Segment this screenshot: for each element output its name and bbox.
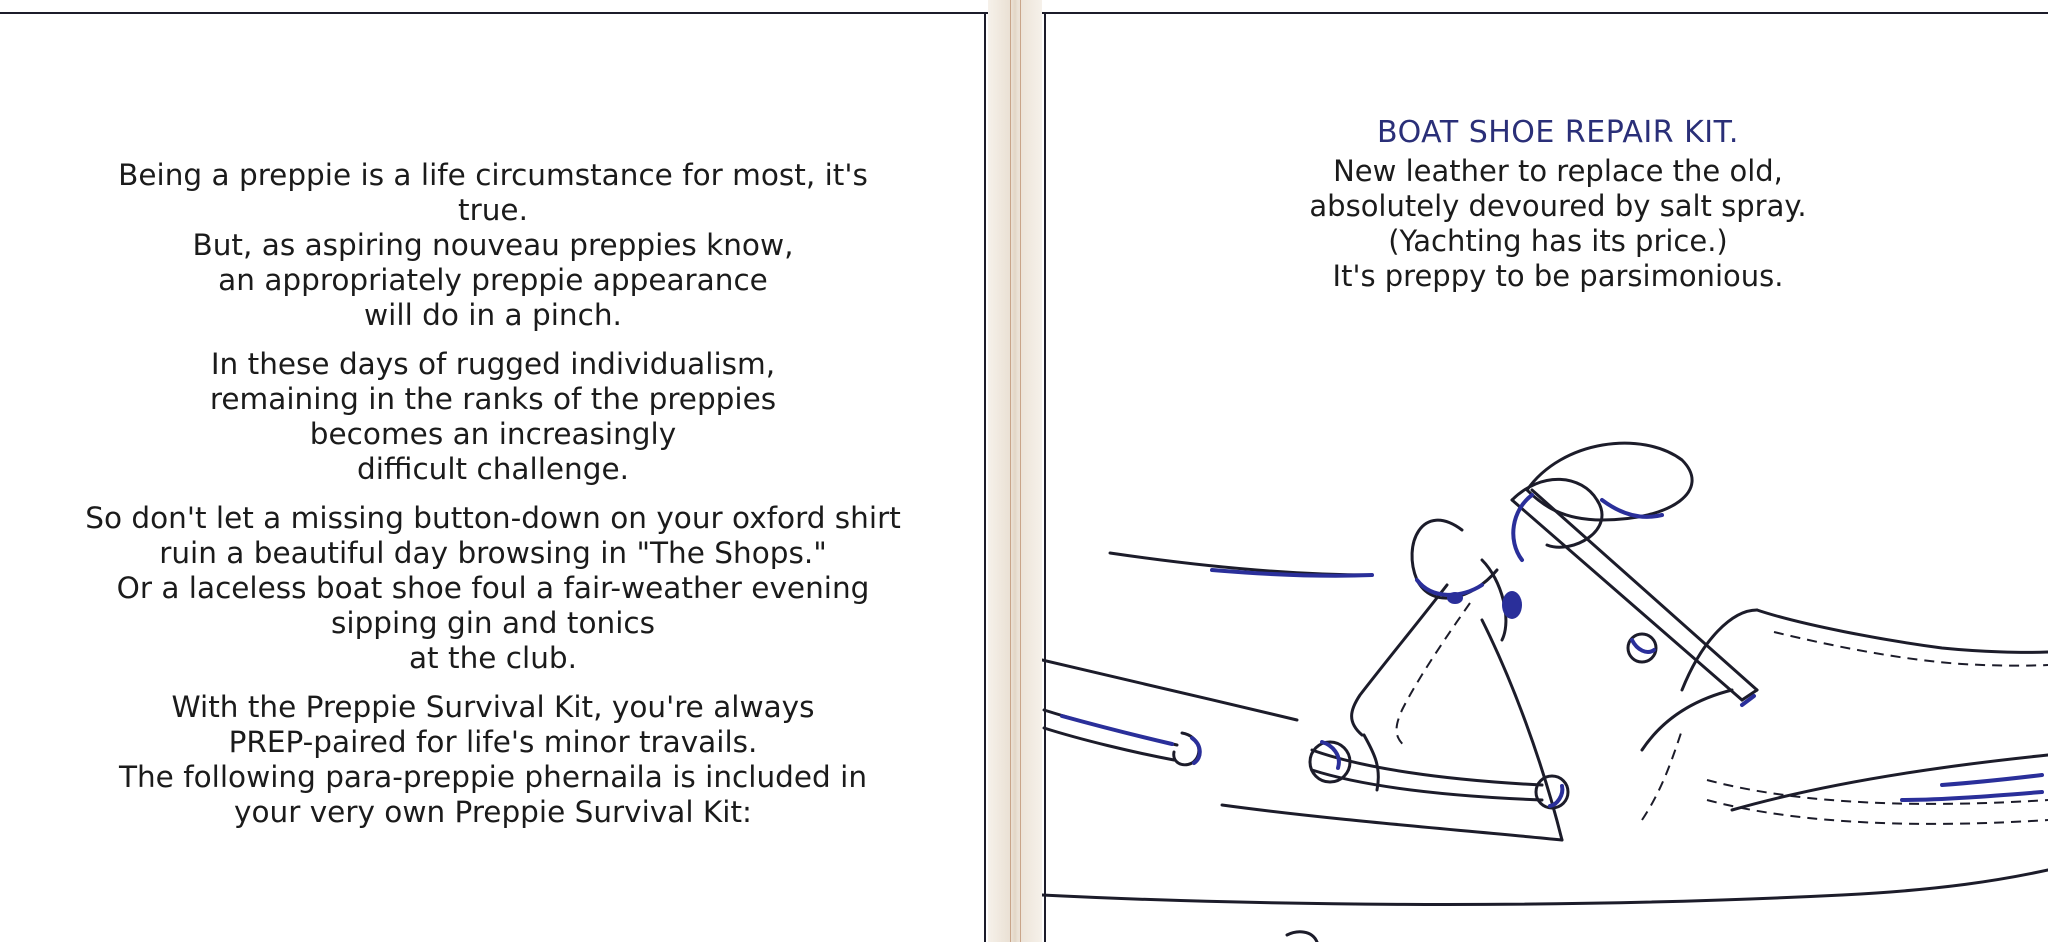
welt-accent-lower	[1902, 792, 2042, 800]
toe-stitching-upper	[1774, 632, 2048, 666]
welt-accent	[1942, 775, 2042, 785]
sole-top-line	[1042, 870, 2048, 904]
kit-line: absolutely devoured by salt spray.	[1309, 189, 1807, 223]
sole-lace-stub	[1287, 932, 1317, 942]
toe-stitching-lower	[1707, 780, 2048, 804]
kit-line: It's preppy to be parsimonious.	[1332, 259, 1784, 293]
text-line: becomes an increasingly	[309, 417, 677, 451]
text-line: So don't let a missing button-down on your oxford shirt	[85, 501, 901, 535]
gutter-rule-right	[1020, 0, 1021, 942]
text-line: Being a preppie is a life circumstance for most, it's true.	[118, 158, 868, 227]
text-line: With the Preppie Survival Kit, you're always	[171, 690, 815, 724]
text-line: will do in a pinch.	[364, 298, 622, 332]
vamp-stitching	[1397, 603, 1470, 748]
text-line: PREP-paired for life's minor travails.	[228, 725, 758, 759]
text-line: remaining in the ranks of the preppies	[209, 382, 777, 416]
back-eyelet-accent	[1192, 738, 1200, 763]
gutter-rule-left	[1010, 0, 1011, 942]
toe-stitch-anchor	[1642, 690, 1732, 750]
kit-title: BOAT SHOE REPAIR KIT.	[1377, 115, 1739, 150]
kit-line: New leather to replace the old,	[1333, 154, 1783, 188]
text-line: sipping gin and tonics	[331, 606, 655, 640]
lace-shadow-fill	[1502, 591, 1522, 619]
intro-text	[80, 158, 906, 844]
text-line: an appropriately preppie appearance	[218, 263, 768, 297]
intro-paragraph-4	[80, 690, 906, 830]
left-page-right-border	[984, 12, 986, 942]
back-lace-bottom	[1044, 728, 1174, 760]
text-line: at the club.	[408, 641, 578, 675]
intro-paragraph-2	[80, 347, 906, 487]
intro-paragraph-1	[80, 158, 906, 333]
lace-tail-front	[1512, 500, 1742, 700]
lace-tail-back	[1532, 490, 1757, 690]
text-line: your very own Preppie Survival Kit:	[234, 795, 752, 829]
vamp-bottom-line	[1222, 805, 1562, 840]
top-eyelet-accent	[1632, 640, 1654, 652]
left-page-top-border	[0, 12, 988, 14]
text-line: The following para-preppie phernaila is included in	[118, 760, 868, 794]
kit-line: (Yachting has its price.)	[1388, 224, 1728, 258]
vamp-left-edge	[1352, 585, 1447, 735]
text-line: Or a laceless boat shoe foul a fair-weather evening	[116, 571, 870, 605]
text-line: ruin a beautiful day browsing in "The Shops."	[159, 536, 827, 570]
upper-edge-line	[1042, 660, 1297, 720]
bow-shading-dot	[1447, 592, 1463, 604]
intro-paragraph-3	[80, 501, 906, 676]
text-line: But, as aspiring nouveau preppies know,	[192, 228, 794, 262]
right-page	[1042, 0, 2048, 942]
text-line: difficult challenge.	[357, 452, 629, 486]
text-line: In these days of rugged individualism,	[210, 347, 776, 381]
left-page	[0, 0, 988, 942]
book-gutter	[988, 0, 1042, 942]
boat-shoe-illustration	[1042, 0, 2048, 942]
toe-top-line	[1757, 610, 2048, 652]
back-lace-accent	[1062, 716, 1172, 744]
